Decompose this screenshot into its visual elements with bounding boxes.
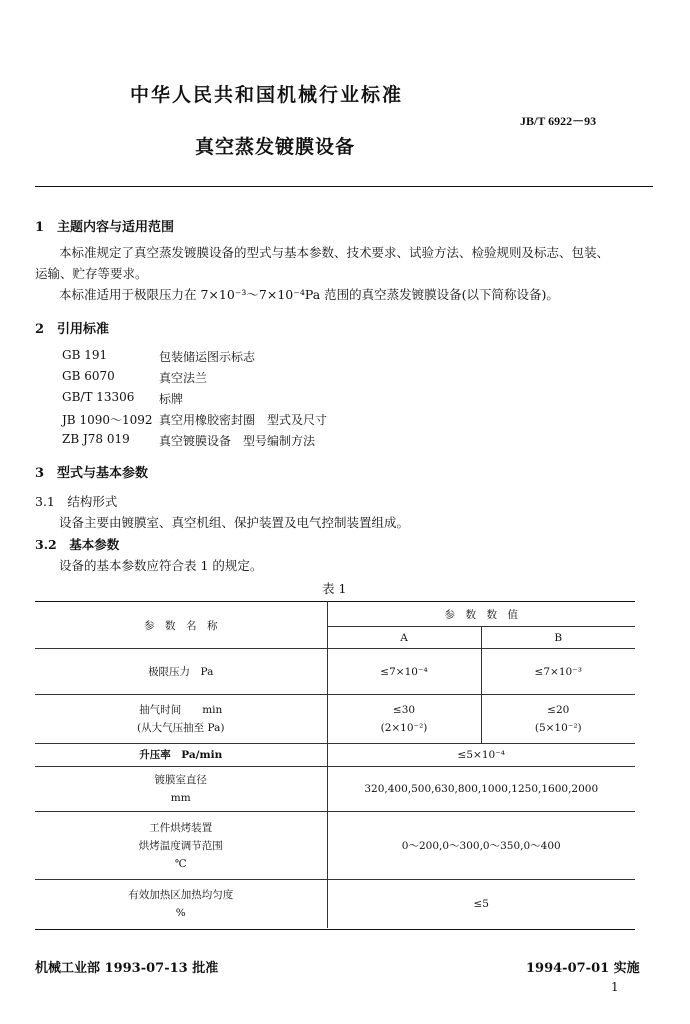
- reference-title: 标牌: [159, 392, 184, 406]
- section-1-para-1-line-2: 运输、贮存等要求。: [35, 266, 148, 281]
- document-title: 真空蒸发镀膜设备: [195, 136, 356, 158]
- reference-item: [62, 390, 462, 411]
- reference-code: GB/T 13306: [62, 390, 135, 404]
- param-name: 升压率 Pa/min: [35, 744, 327, 767]
- header-parameter-name: 参 数 名 称: [35, 602, 327, 649]
- header-parameter-values: 参 数 数 值: [327, 602, 635, 627]
- table-row: [35, 812, 635, 880]
- reference-title: 真空镀膜设备 型号编制方法: [159, 434, 316, 448]
- section-1-para-2: 本标准适用于极限压力在 7×10⁻³～7×10⁻⁴Pa 范围的真空蒸发镀膜设备(以下简称设备)。: [59, 287, 559, 302]
- table-row: [35, 695, 635, 744]
- param-name: 镀膜室直径 mm: [35, 767, 327, 812]
- param-value-merged: ≤5×10⁻⁴: [327, 744, 635, 767]
- reference-code: GB 191: [62, 348, 108, 362]
- section-3-heading: 3 型式与基本参数: [35, 466, 149, 481]
- approval-date: 机械工业部 1993-07-13 批准: [35, 961, 219, 976]
- reference-code: ZB J78 019: [62, 432, 130, 446]
- header-col-b: B: [481, 627, 635, 649]
- reference-title: 包装储运图示标志: [159, 350, 256, 364]
- table-row: [35, 880, 635, 928]
- table-caption: 表 1: [322, 581, 347, 596]
- effective-date: 1994-07-01 实施: [526, 961, 640, 976]
- reference-code: JB 1090～1092: [62, 413, 153, 427]
- reference-code: GB 6070: [62, 369, 115, 383]
- param-value-merged: 320,400,500,630,800,1000,1250,1600,2000: [327, 767, 635, 812]
- reference-list: [62, 348, 462, 453]
- table-header-row: [35, 602, 635, 627]
- param-value-b: ≤20 (5×10⁻²): [481, 695, 635, 744]
- param-name: 有效加热区加热均匀度 %: [35, 880, 327, 928]
- reference-title: 真空法兰: [159, 371, 208, 385]
- param-value-merged: ≤5: [327, 880, 635, 928]
- section-1-heading: 1 主题内容与适用范围: [35, 220, 175, 235]
- param-name: 工件烘烤装置 烘烤温度调节范围 ℃: [35, 812, 327, 880]
- parameter-table: [35, 601, 635, 928]
- reference-item: [62, 348, 462, 369]
- reference-item: [62, 411, 462, 432]
- section-3-1-text: 设备主要由镀膜室、真空机组、保护装置及电气控制装置组成。: [59, 515, 410, 530]
- param-name: 极限压力 Pa: [35, 649, 327, 695]
- param-value-a: ≤30 (2×10⁻²): [327, 695, 481, 744]
- page-number: 1: [611, 980, 619, 994]
- reference-title: 真空用橡胶密封圈 型式及尺寸: [159, 413, 328, 427]
- section-3-2-text: 设备的基本参数应符合表 1 的规定。: [59, 558, 263, 573]
- reference-item: [62, 369, 462, 390]
- param-value-b: ≤7×10⁻³: [481, 649, 635, 695]
- reference-item: [62, 432, 462, 453]
- org-title: 中华人民共和国机械行业标准: [130, 84, 404, 106]
- section-3-1-heading: 3.1 结构形式: [35, 494, 118, 509]
- standard-code: JB/T 6922－93: [520, 114, 597, 128]
- table-row: [35, 767, 635, 812]
- param-name: 抽气时间 min (从大气压抽至 Pa): [35, 695, 327, 744]
- param-value-merged: 0～200,0～300,0～350,0～400: [327, 812, 635, 880]
- section-2-heading: 2 引用标准: [35, 322, 110, 337]
- section-1-para-1-line-1: 本标准规定了真空蒸发镀膜设备的型式与基本参数、技术要求、试验方法、检验规则及标志、包装、: [59, 245, 610, 260]
- header-col-a: A: [327, 627, 481, 649]
- table-row: [35, 649, 635, 695]
- param-value-a: ≤7×10⁻⁴: [327, 649, 481, 695]
- footer-rule: [35, 929, 635, 930]
- table-row: [35, 744, 635, 767]
- header-rule: [35, 186, 653, 187]
- section-3-2-heading: 3.2 基本参数: [35, 537, 120, 552]
